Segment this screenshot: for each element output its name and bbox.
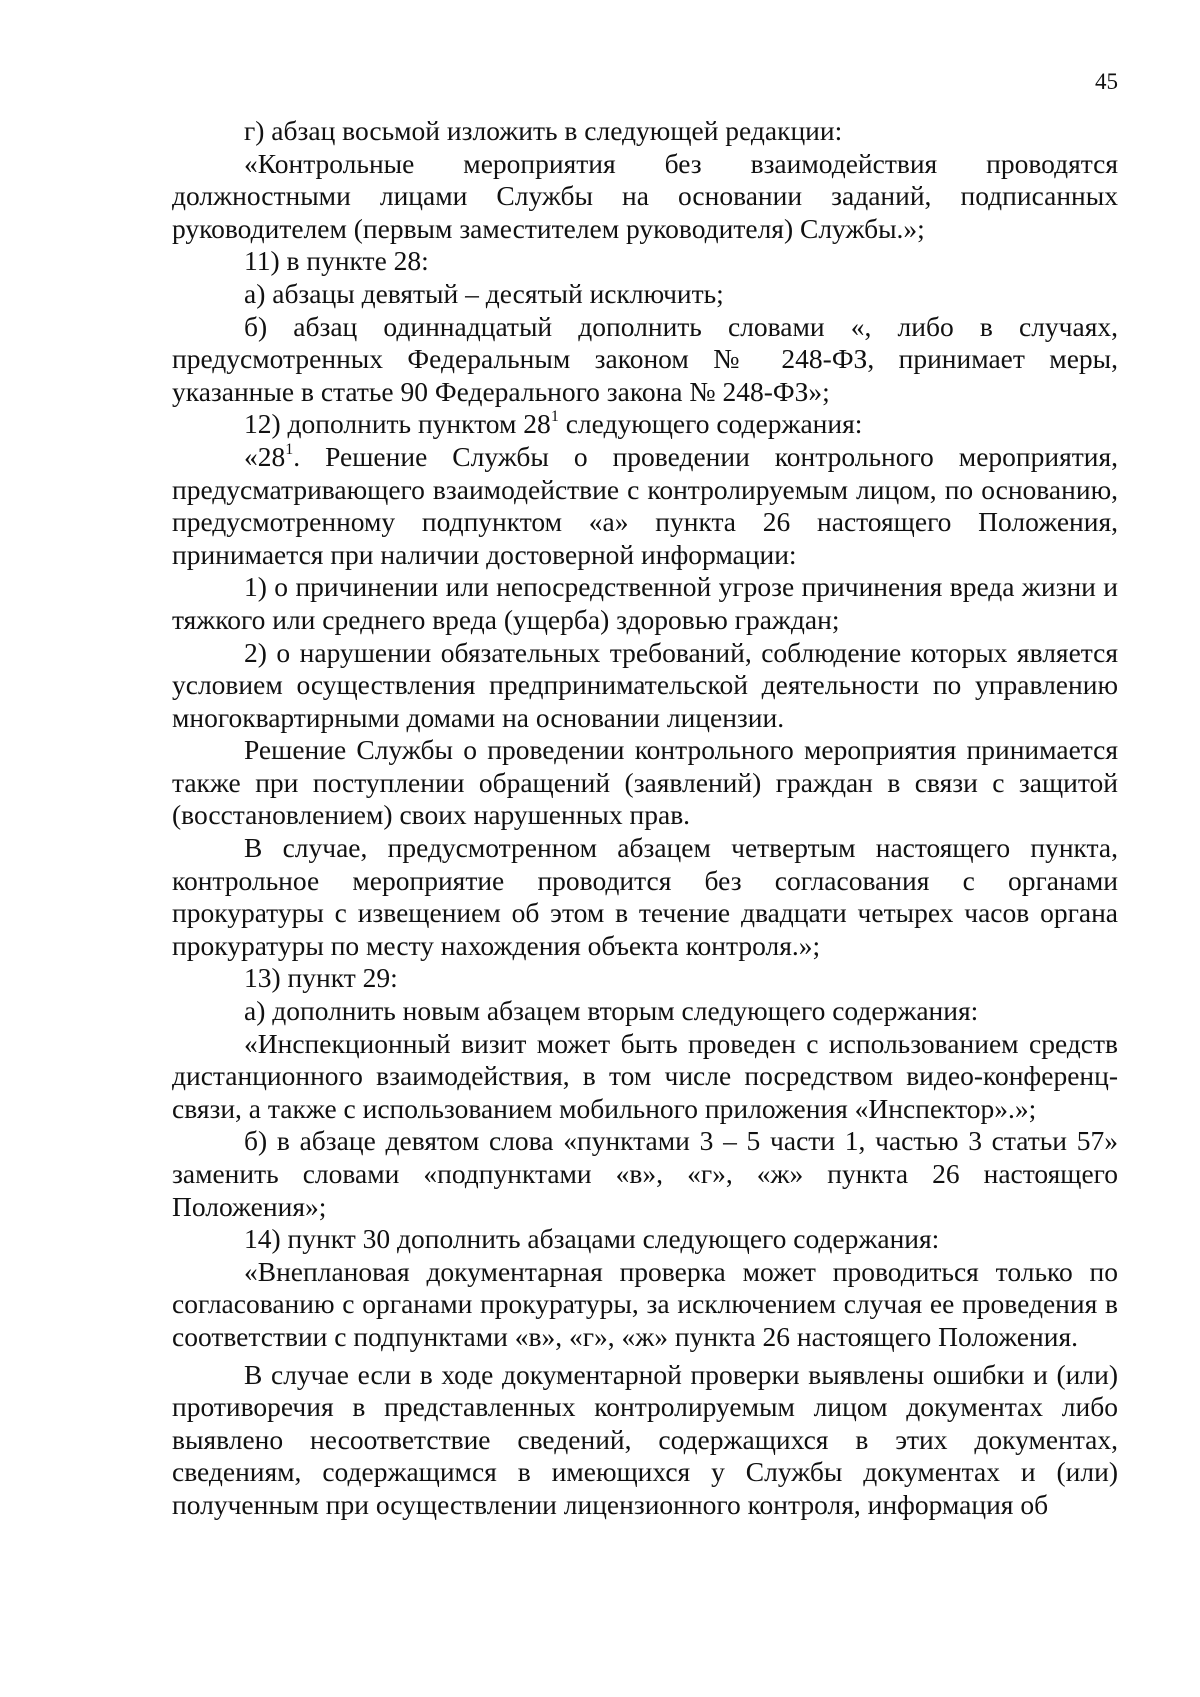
paragraph-28-1-start: «28 bbox=[244, 440, 286, 472]
paragraph-28-1-text: . Решение Службы о проведении контрольного мероприятия, предусматривающего взаимодействие с контролируемым лицом, по основанию, предусмотренному подпунктом «а» пункта 26 настоящего Положения, принимается при наличии достоверной информации: bbox=[172, 440, 1118, 570]
paragraph: 14) пункт 30 дополнить абзацами следующего содержания: bbox=[244, 1223, 940, 1255]
paragraph: б) в абзаце девятом слова «пунктами 3 – 5 части 1, частью 3 статьи 57» заменить словами «подпунктами «в», «г», «ж» пункта 26 настоящего Положения»; bbox=[172, 1125, 1118, 1222]
paragraph: «Контрольные мероприятия без взаимодействия проводятся должностными лицами Службы на основании заданий, подписанных руководителем (первым заместителем руководителя) Службы.»; bbox=[172, 147, 1118, 244]
paragraph-12-text-end: следующего содержания: bbox=[558, 408, 863, 440]
paragraph: Решение Службы о проведении контрольного мероприятия принимается также при поступлении обращений (заявлений) граждан в связи с защитой (восстановлением) своих нарушенных прав. bbox=[172, 734, 1118, 831]
paragraph: а) абзацы девятый – десятый исключить; bbox=[244, 277, 724, 309]
document-body bbox=[172, 115, 1118, 1522]
paragraph: В случае, предусмотренном абзацем четвертым настоящего пункта, контрольное мероприятие проводится без согласования с органами прокуратуры с извещением об этом в течение двадцати четырех часов органа прокуратуры по месту нахождения объекта контроля.»; bbox=[172, 832, 1118, 961]
paragraph: 1) о причинении или непосредственной угрозе причинения вреда жизни и тяжкого или среднего вреда (ущерба) здоровью граждан; bbox=[172, 571, 1118, 635]
paragraph: а) дополнить новым абзацем вторым следующего содержания: bbox=[244, 995, 979, 1027]
paragraph: г) абзац восьмой изложить в следующей редакции: bbox=[244, 115, 843, 146]
paragraph: «Внеплановая документарная проверка может проводиться только по согласованию с органами прокуратуры, за исключением случая ее проведения в соответствии с подпунктами «в», «г», «ж» пункта 26 настоящего Положения. bbox=[172, 1255, 1118, 1352]
page-number: 45 bbox=[1095, 69, 1118, 94]
paragraph: 11) в пункте 28: bbox=[244, 245, 429, 277]
paragraph: 13) пункт 29: bbox=[244, 962, 398, 994]
paragraph: б) абзац одиннадцатый дополнить словами «, либо в случаях, предусмотренных Федеральным законом № 248-ФЗ, принимает меры, указанные в статье 90 Федерального закона № 248-ФЗ»; bbox=[172, 310, 1118, 407]
superscript: 1 bbox=[550, 408, 559, 426]
paragraph-12-text: 12) дополнить пунктом 28 bbox=[244, 408, 551, 440]
superscript: 1 bbox=[285, 440, 294, 458]
paragraph: 2) о нарушении обязательных требований, соблюдение которых является условием осуществления предпринимательской деятельности по управлению многоквартирными домами на основании лицензии. bbox=[172, 636, 1118, 733]
paragraph: В случае если в ходе документарной проверки выявлены ошибки и (или) противоречия в представленных контролируемым лицом документах либо выявлено несоответствие сведений, содержащихся в этих документах, сведениям, содержащимся в имеющихся у Службы документах и (или) полученным при осуществлении лицензионного контроля, информация об bbox=[172, 1358, 1118, 1520]
paragraph-28-1 bbox=[172, 441, 1118, 571]
paragraph-12 bbox=[172, 408, 1118, 441]
paragraph: «Инспекционный визит может быть проведен с использованием средств дистанционного взаимодействия, в том числе посредством видео-конференц-связи, а также с использованием мобильного приложения «Инспектор».»; bbox=[172, 1027, 1118, 1124]
